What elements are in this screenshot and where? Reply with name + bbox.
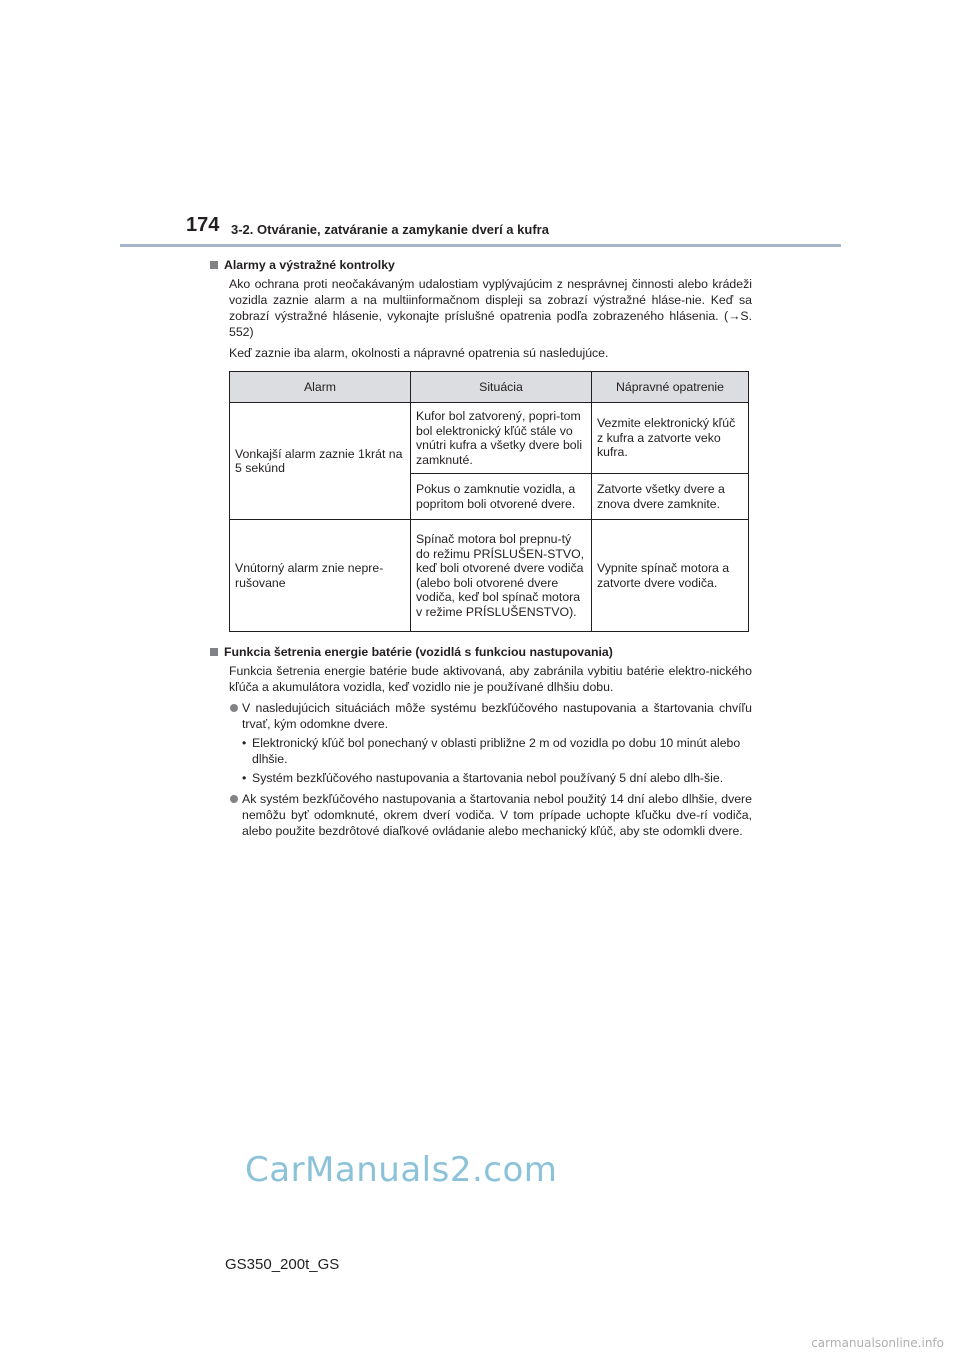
- round-bullet-icon: [230, 704, 238, 712]
- table-cell-alarm: Vnútorný alarm znie nepre-rušovane: [230, 520, 411, 632]
- document-code: GS350_200t_GS: [225, 1256, 340, 1273]
- square-bullet-icon: [210, 648, 218, 656]
- round-bullet-icon: [230, 795, 238, 803]
- battery-paragraph: Funkcia šetrenia energie batérie bude aktivovaná, aby zabránila vybitiu batérie elektro-nického kľúča a akumulátora vozidla, keď vozidlo nie je používané dlhšiu dobu.: [229, 664, 752, 694]
- column-header-alarm: Alarm: [230, 372, 411, 403]
- list-item: [210, 791, 752, 839]
- table-header-row: [230, 372, 749, 403]
- table-cell-situation: Pokus o zamknutie vozidla, a popritom boli otvorené dvere.: [411, 474, 592, 520]
- section-title: 3-2. Otváranie, zatváranie a zamykanie dverí a kufra: [231, 222, 549, 237]
- header-rule: [120, 244, 841, 247]
- table-row: [230, 403, 749, 474]
- alarms-intro: Keď zaznie iba alarm, okolnosti a nápravné opatrenia sú nasledujúce.: [229, 346, 609, 360]
- alarms-heading-text: Alarmy a výstražné kontrolky: [224, 258, 395, 272]
- sub-bullet-mark: •: [242, 771, 247, 785]
- table-cell-action: Zatvorte všetky dvere a znova dvere zamknite.: [592, 474, 749, 520]
- list-item: [210, 700, 752, 732]
- sub-list-item-text: Elektronický kľúč bol ponechaný v oblasti približne 2 m od vozidla po dobu 10 minút alebo dlhšie.: [252, 736, 741, 766]
- page-content: [210, 257, 752, 839]
- alarm-table: [229, 371, 749, 632]
- watermark-link[interactable]: CarManuals2.com: [245, 1150, 558, 1190]
- page-number: 174: [186, 214, 220, 236]
- column-header-situation: Situácia: [411, 372, 592, 403]
- alarms-paragraph: Ako ochrana proti neočakávaným udalostiam vyplývajúcim z nesprávnej činnosti alebo krádeži vozidla zaznie alarm a na multiinformačnom displeji sa zobrazí výstražné hláse-nie. Keď sa zobrazí výstražné hlásenie, vykonajte príslušné opatrenia podľa zobrazeného hlásenia. (→S. 552): [229, 277, 752, 339]
- list-item-text: Ak systém bezkľúčového nastupovania a štartovania nebol použitý 14 dní alebo dlhšie, dvere nemôžu byť odomknuté, okrem dverí vodiča. V tom prípade uchopte kľučku dve-rí vodiča, alebo použite bezdrôtové diaľkové ovládanie alebo mechanický kľúč, aby ste odomkli dvere.: [242, 792, 752, 838]
- sub-list-item: [210, 770, 752, 786]
- table-cell-situation: Spínač motora bol prepnu-tý do režimu PRÍSLUŠEN-STVO, keď boli otvorené dvere vodiča (alebo boli otvorené dvere vodiča, keď bol spínač motora v režime PRÍSLUŠENSTVO).: [411, 520, 592, 632]
- sub-list-item: [210, 735, 752, 767]
- alarms-heading: [210, 257, 752, 273]
- sub-list-item-text: Systém bezkľúčového nastupovania a štartovania nebol používaný 5 dní alebo dlh-šie.: [252, 771, 724, 785]
- table-cell-situation: Kufor bol zatvorený, popri-tom bol elektronický kľúč stále vo vnútri kufra a všetky dvere boli zamknuté.: [411, 403, 592, 474]
- battery-heading-text: Funkcia šetrenia energie batérie (vozidlá s funkciou nastupovania): [224, 645, 613, 659]
- site-watermark: carmanualsonline.info: [811, 1336, 944, 1350]
- table-cell-action: Vypnite spínač motora a zatvorte dvere vodiča.: [592, 520, 749, 632]
- table-cell-action: Vezmite elektronický kľúč z kufra a zatvorte veko kufra.: [592, 403, 749, 474]
- square-bullet-icon: [210, 261, 218, 269]
- table-cell-alarm: Vonkajší alarm zaznie 1krát na 5 sekúnd: [230, 403, 411, 520]
- sub-bullet-mark: •: [242, 736, 247, 750]
- list-item-text: V nasledujúcich situáciách môže systému bezkľúčového nastupovania a štartovania chvíľu trvať, kým odomkne dvere.: [242, 701, 752, 731]
- column-header-action: Nápravné opatrenie: [592, 372, 749, 403]
- table-row: [230, 520, 749, 632]
- battery-heading: [210, 644, 752, 660]
